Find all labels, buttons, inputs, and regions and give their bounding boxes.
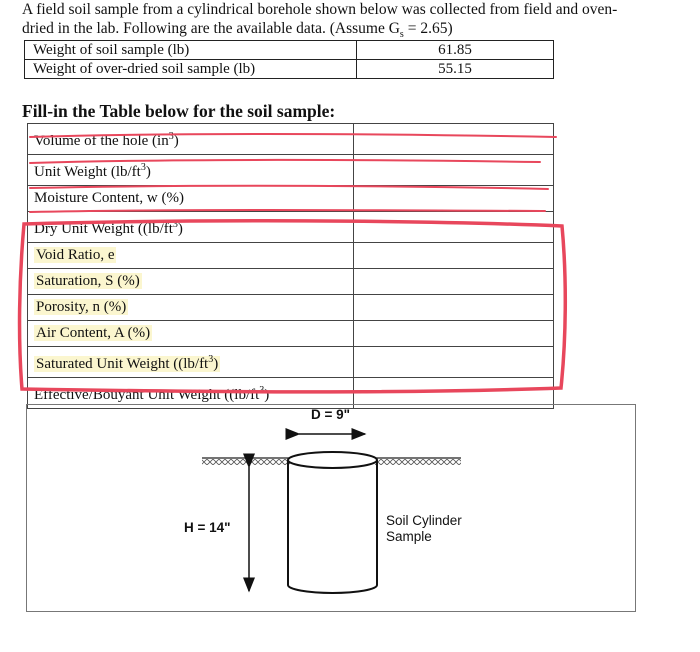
problem-statement xyxy=(22,0,692,44)
given-value-dry-weight: 55.15 xyxy=(357,60,554,79)
property-buoyant-unit-weight: Effective/Bouyant Unit Weight ($(lb/ft^3)$ xyxy=(28,378,354,409)
sample-label: Soil Cylinder Sample xyxy=(386,513,462,544)
property-unit-weight: Unit Weight $(lb/ft^3)$ xyxy=(28,155,354,186)
table-row xyxy=(28,269,554,295)
problem-line-2: dried in the lab. Following are the available data. (Assume G xyxy=(22,20,400,37)
table-row xyxy=(28,155,554,186)
answer-cell-unit-weight[interactable] xyxy=(354,155,554,186)
answer-cell-porosity[interactable] xyxy=(354,295,554,321)
property-dry-unit-weight: Dry Unit Weight ($(lb/ft^3)$ xyxy=(28,212,354,243)
table-row xyxy=(28,347,554,378)
answer-cell-dry-unit-weight[interactable] xyxy=(354,212,554,243)
property-saturated-unit-weight: Saturated Unit Weight ($(lb/ft^3)$ xyxy=(28,347,354,378)
problem-line-1: A field soil sample from a cylindrical borehole shown below was collected from field and oven- xyxy=(22,1,618,18)
table-row xyxy=(28,295,554,321)
table-row xyxy=(28,186,554,212)
ground-hatch-right xyxy=(375,459,461,465)
answer-cell-moisture-content[interactable] xyxy=(354,186,554,212)
gs-value: = 2.65) xyxy=(403,20,453,37)
property-void-ratio: Void Ratio, e xyxy=(28,243,354,269)
property-porosity: Porosity, n (%) xyxy=(28,295,354,321)
property-saturation: Saturation, S (%) xyxy=(28,269,354,295)
property-moisture-content: Moisture Content, w (%) xyxy=(28,186,354,212)
answer-cell-void-ratio[interactable] xyxy=(354,243,554,269)
property-air-content: Air Content, A (%) xyxy=(28,321,354,347)
table-row xyxy=(28,124,554,155)
given-label-dry-weight: Weight of over-dried soil sample (lb) xyxy=(25,60,357,79)
given-data-table xyxy=(24,40,554,79)
ground-hatch-left xyxy=(202,459,290,465)
gs-subscript: s xyxy=(399,29,404,41)
answer-cell-saturated-unit-weight[interactable] xyxy=(354,347,554,378)
cylinder-top xyxy=(288,452,377,468)
table-row xyxy=(25,41,554,60)
diameter-label: D = 9" xyxy=(311,407,351,422)
table-row xyxy=(28,321,554,347)
cylinder-bottom xyxy=(288,585,377,593)
borehole-figure xyxy=(26,404,636,612)
table-row xyxy=(25,60,554,79)
table-row xyxy=(28,212,554,243)
cylinder-diagram xyxy=(27,405,635,611)
table-row xyxy=(28,243,554,269)
given-value-soil-weight: 61.85 xyxy=(357,41,554,60)
fill-in-table xyxy=(27,123,554,409)
answer-cell-volume[interactable] xyxy=(354,124,554,155)
fill-table-title: Fill-in the Table below for the soil sample: xyxy=(22,101,336,121)
answer-cell-air-content[interactable] xyxy=(354,321,554,347)
height-label: H = 14" xyxy=(184,520,231,535)
property-volume: Volume of the hole $(in^3)$ xyxy=(28,124,354,155)
answer-cell-saturation[interactable] xyxy=(354,269,554,295)
given-label-soil-weight: Weight of soil sample (lb) xyxy=(25,41,357,60)
